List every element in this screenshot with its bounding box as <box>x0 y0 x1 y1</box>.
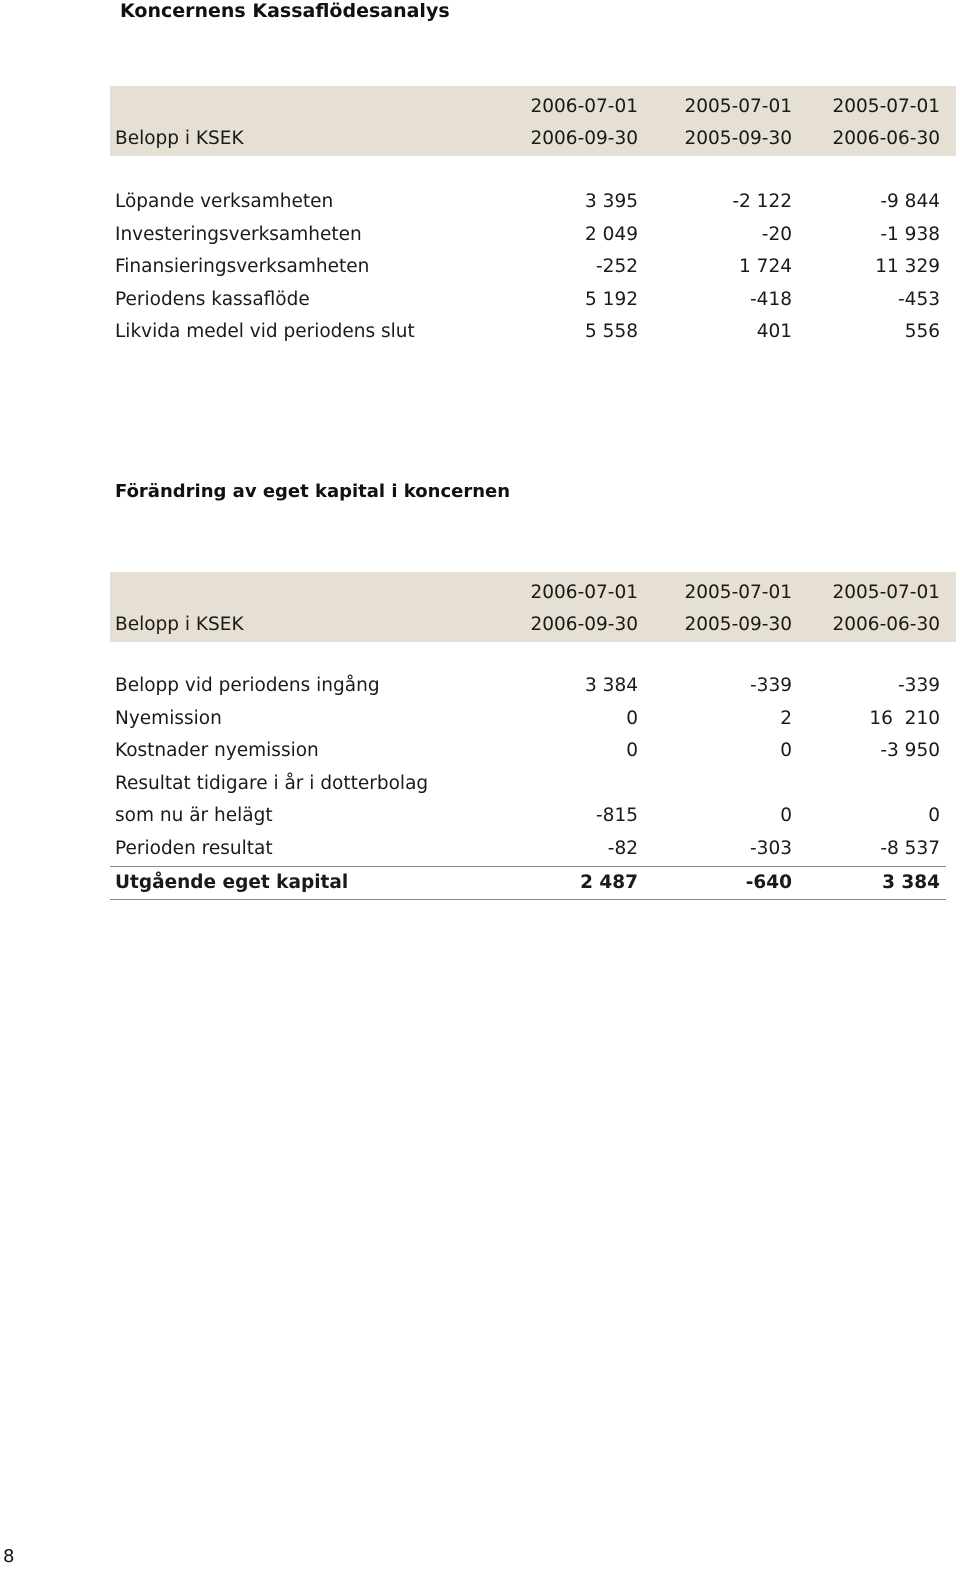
row-value: -252 <box>596 256 638 278</box>
row-value: 5 192 <box>585 288 638 310</box>
row-label: Kostnader nyemission <box>115 740 319 762</box>
row-label: Investeringsverksamheten <box>115 223 362 245</box>
row-value: 556 <box>904 321 940 343</box>
row-value: -1 938 <box>880 223 940 245</box>
row-value: 2 049 <box>585 223 638 245</box>
section-title: Förändring av eget kapital i koncernen <box>115 481 511 502</box>
row-value: 0 <box>626 740 638 762</box>
table-row <box>110 833 956 866</box>
unit-label: Belopp i KSEK <box>115 128 244 149</box>
row-value: 0 <box>928 805 940 827</box>
table-row <box>110 219 956 252</box>
row-label: Nyemission <box>115 707 222 729</box>
column-from: 2005-07-01 <box>832 582 940 603</box>
row-value: 0 <box>626 707 638 729</box>
row-label: Likvida medel vid periodens slut <box>115 321 415 343</box>
table-header <box>110 572 956 642</box>
table-row <box>110 735 956 768</box>
total-value: 3 384 <box>882 871 940 893</box>
table-row <box>110 703 956 736</box>
row-value: 0 <box>780 805 792 827</box>
row-value: -339 <box>898 675 940 696</box>
column-to: 2005-09-30 <box>684 128 792 149</box>
total-label: Utgående eget kapital <box>115 871 349 893</box>
row-value: -8 537 <box>880 837 940 859</box>
row-value: 1 724 <box>739 256 792 278</box>
table-row <box>110 800 956 833</box>
row-value: -9 844 <box>880 191 940 212</box>
table-row <box>110 284 956 317</box>
row-value: 3 395 <box>585 191 638 212</box>
total-row <box>110 866 946 901</box>
table-row <box>110 186 956 219</box>
page-number: 8 <box>3 1546 15 1567</box>
row-label: Periodens kassaflöde <box>115 288 310 310</box>
table-row <box>110 316 956 349</box>
row-value: -303 <box>750 837 792 859</box>
row-label: som nu är helägt <box>115 805 273 827</box>
row-value: -3 950 <box>880 740 940 762</box>
page-title: Koncernens Kassaflödesanalys <box>120 0 450 22</box>
row-value: 401 <box>756 321 792 343</box>
row-label: Finansieringsverksamheten <box>115 256 370 278</box>
total-value: -640 <box>745 871 792 893</box>
row-value: 2 <box>780 707 792 729</box>
row-value: -2 122 <box>732 191 792 212</box>
row-value: -82 <box>607 837 638 859</box>
row-value: -20 <box>761 223 792 245</box>
cashflow-table <box>110 86 956 349</box>
row-value: -339 <box>750 675 792 696</box>
column-to: 2006-06-30 <box>832 614 940 635</box>
column-from: 2006-07-01 <box>530 96 638 117</box>
column-to: 2006-09-30 <box>530 614 638 635</box>
table-row <box>110 670 956 703</box>
row-value: 5 558 <box>585 321 638 343</box>
column-to: 2006-06-30 <box>832 128 940 149</box>
column-to: 2006-09-30 <box>530 128 638 149</box>
row-value: -453 <box>898 288 940 310</box>
table-header <box>110 86 956 156</box>
row-label: Belopp vid periodens ingång <box>115 675 380 696</box>
column-from: 2005-07-01 <box>684 582 792 603</box>
table-row <box>110 251 956 284</box>
row-value: 3 384 <box>585 675 638 696</box>
unit-label: Belopp i KSEK <box>115 614 244 635</box>
column-from: 2005-07-01 <box>832 96 940 117</box>
column-from: 2006-07-01 <box>530 582 638 603</box>
row-value: 16 210 <box>869 707 940 729</box>
row-value: -418 <box>750 288 792 310</box>
row-value: 0 <box>780 740 792 762</box>
total-value: 2 487 <box>580 871 638 893</box>
equity-table <box>110 572 956 900</box>
row-label: Löpande verksamheten <box>115 191 334 212</box>
row-value: -815 <box>596 805 638 827</box>
row-value: 11 329 <box>875 256 940 278</box>
column-from: 2005-07-01 <box>684 96 792 117</box>
row-label: Perioden resultat <box>115 837 273 859</box>
row-label: Resultat tidigare i år i dotterbolag <box>115 772 429 794</box>
column-to: 2005-09-30 <box>684 614 792 635</box>
table-row <box>110 768 956 801</box>
